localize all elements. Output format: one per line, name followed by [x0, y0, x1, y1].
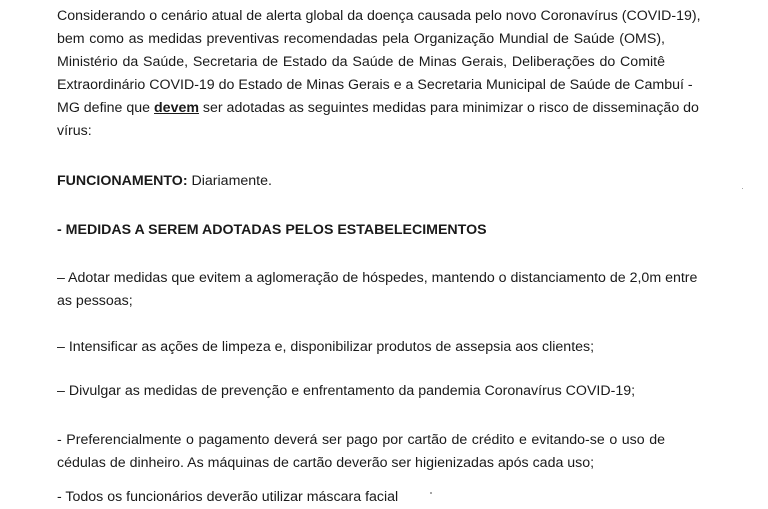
intro-line-4: Extraordinário COVID-19 do Estado de Minas Gerais e a Secretaria Municipal de Saúde de Cambuí -: [57, 77, 693, 93]
list-item: [57, 267, 698, 313]
intro-line-5-start: MG define que: [57, 100, 155, 116]
funcionamento-value: Diariamente.: [187, 173, 272, 189]
list-item-line-2: cédulas de dinheiro. As máquinas de cartão deverão ser higienizadas após cada uso;: [57, 455, 595, 471]
list-item: [57, 486, 665, 509]
emphasis-devem: devem: [154, 100, 199, 116]
medidas-heading-text: - MEDIDAS A SEREM ADOTADAS PELOS ESTABELECIMENTOS: [57, 222, 487, 238]
intro-line-6: vírus:: [57, 123, 92, 139]
section-heading: [57, 219, 665, 242]
list-item-line-2: as pessoas;: [57, 293, 133, 309]
funcionamento-line: [57, 170, 665, 193]
list-item-line-1: – Divulgar as medidas de prevenção e enfrentamento da pandemia Coronavírus COVID-19;: [57, 383, 636, 399]
intro-line-5: [57, 97, 699, 120]
intro-line-2: bem como as medidas preventivas recomendadas pela Organização Mundial de Saúde (OMS),: [57, 31, 665, 47]
intro-line-1: Considerando o cenário atual de alerta global da doença causada pelo novo Coronavírus (COVID-19),: [57, 8, 701, 24]
list-item-line-1: - Todos os funcionários deverão utilizar máscara facial: [57, 489, 399, 505]
list-item: [57, 380, 665, 403]
intro-line-3: Ministério da Saúde, Secretaria de Estado da Saúde de Minas Gerais, Deliberações do Comitê: [57, 54, 665, 70]
intro-paragraph: [57, 5, 701, 143]
list-item-line-1: – Intensificar as ações de limpeza e, disponibilizar produtos de assepsia aos clientes;: [57, 339, 595, 355]
list-item: [57, 336, 665, 359]
list-item: [57, 429, 665, 475]
scan-speck: [430, 492, 432, 494]
funcionamento-label: FUNCIONAMENTO:: [57, 173, 188, 189]
list-item-line-1: – Adotar medidas que evitem a aglomeração de hóspedes, mantendo o distanciamento de 2,0m entre: [57, 270, 698, 286]
scan-speck: [742, 188, 743, 189]
list-item-line-1: - Preferencialmente o pagamento deverá ser pago por cartão de crédito e evitando-se o uso de: [57, 432, 665, 448]
intro-line-5-end: ser adotadas as seguintes medidas para minimizar o risco de disseminação do: [198, 100, 699, 116]
